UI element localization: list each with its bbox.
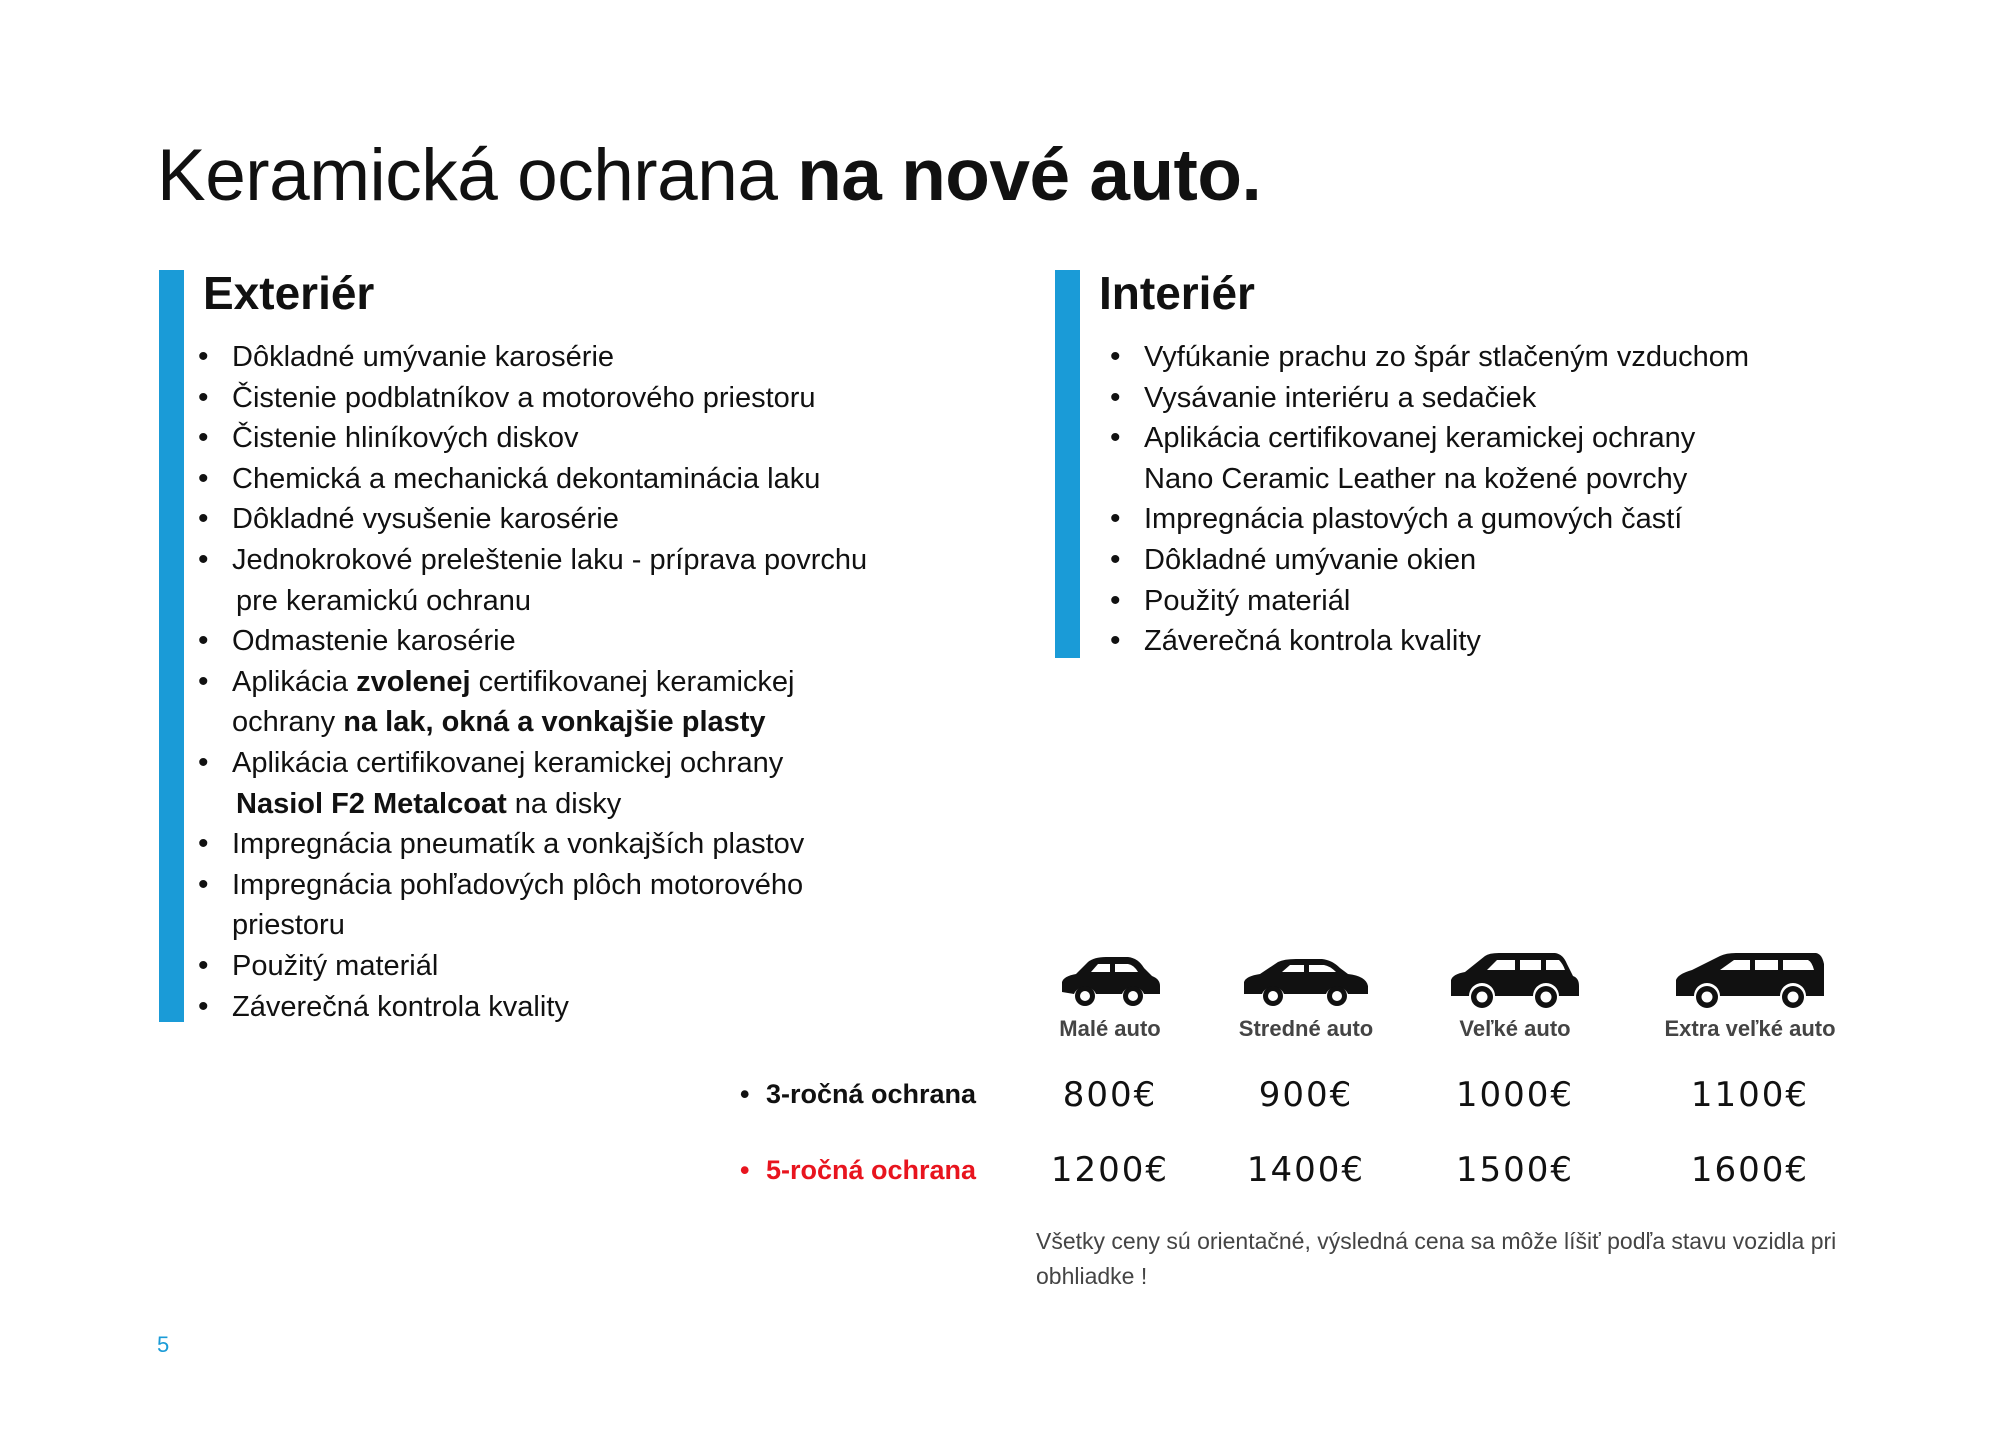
exterior-heading: Exteriér [203,267,375,319]
price-5y-extra-large: 1600€ [1690,1150,1810,1190]
exterior-accent-bar [159,270,184,1022]
interior-heading: Interiér [1099,267,1255,319]
list-item: • Čistenie hliníkových diskov [198,418,958,459]
list-item: • Chemická a mechanická dekontaminácia laku [198,459,958,500]
medium-car-icon [1238,950,1374,1010]
row-label-3-year: • 3-ročná ochrana [740,1079,977,1109]
price-5y-medium: 1400€ [1246,1150,1366,1190]
list-item: • Impregnácia plastových a gumových častí [1110,499,1890,540]
list-item: • Aplikácia zvolenej certifikovanej keramickej ochrany na lak, okná a vonkajšie plasty [198,662,958,743]
list-item: • Dôkladné umývanie okien [1110,540,1890,581]
list-item: • Impregnácia pohľadových plôch motorového priestoru [198,865,958,946]
car-column-extra-large [1630,950,1870,1042]
page-title-bold: na nové auto. [797,135,1262,216]
row-label-5-year: • 5-ročná ochrana [740,1155,977,1185]
list-item: • Vysávanie interiéru a sedačiek [1110,378,1890,419]
list-item: • Aplikácia certifikovanej keramickej ochrany Nasiol F2 Metalcoat na disky [198,743,958,824]
list-item: • Aplikácia certifikovanej keramickej ochrany Nano Ceramic Leather na kožené povrchy [1110,418,1890,499]
price-3y-large: 1000€ [1455,1075,1575,1115]
price-3y-extra-large: 1100€ [1690,1075,1810,1115]
car-label-large: Veľké auto [1459,1016,1571,1041]
page-title [157,134,1261,217]
van-car-icon [1670,950,1830,1010]
list-item: • Jednokrokové preleštenie laku - príprava povrchu pre keramickú ochranu [198,540,958,621]
price-5y-small: 1200€ [1050,1150,1170,1190]
list-item: • Použitý materiál [198,946,958,987]
car-label-small: Malé auto [1059,1016,1161,1041]
price-5y-large: 1500€ [1455,1150,1575,1190]
suv-car-icon [1445,950,1585,1010]
list-item: • Odmastenie karosérie [198,621,958,662]
list-item: • Záverečná kontrola kvality [1110,621,1890,662]
price-disclaimer: Všetky ceny sú orientačné, výsledná cena sa môže líšiť podľa stavu vozidla pri obhliadke ! [1036,1228,1837,1289]
list-item: • Vyfúkanie prachu zo špár stlačeným vzduchom [1110,337,1890,378]
car-label-medium: Stredné auto [1238,1016,1374,1041]
car-column-large [1415,950,1615,1042]
car-column-small [1010,950,1210,1042]
small-car-icon [1054,950,1166,1010]
list-item: • Čistenie podblatníkov a motorového priestoru [198,378,958,419]
list-item: • Záverečná kontrola kvality [198,987,958,1028]
page-title-regular: Keramická ochrana [157,135,778,216]
car-column-medium [1206,950,1406,1042]
page-number: 5 [157,1332,170,1357]
price-3y-small: 800€ [1062,1075,1158,1115]
list-item: • Použitý materiál [1110,581,1890,622]
interior-accent-bar [1055,270,1080,658]
price-3y-medium: 900€ [1258,1075,1354,1115]
exterior-list [198,337,958,1027]
list-item: • Dôkladné vysušenie karosérie [198,499,958,540]
list-item: • Impregnácia pneumatík a vonkajších plastov [198,824,958,865]
interior-list [1110,337,1890,662]
car-label-extra-large: Extra veľké auto [1664,1016,1836,1041]
list-item: • Dôkladné umývanie karosérie [198,337,958,378]
